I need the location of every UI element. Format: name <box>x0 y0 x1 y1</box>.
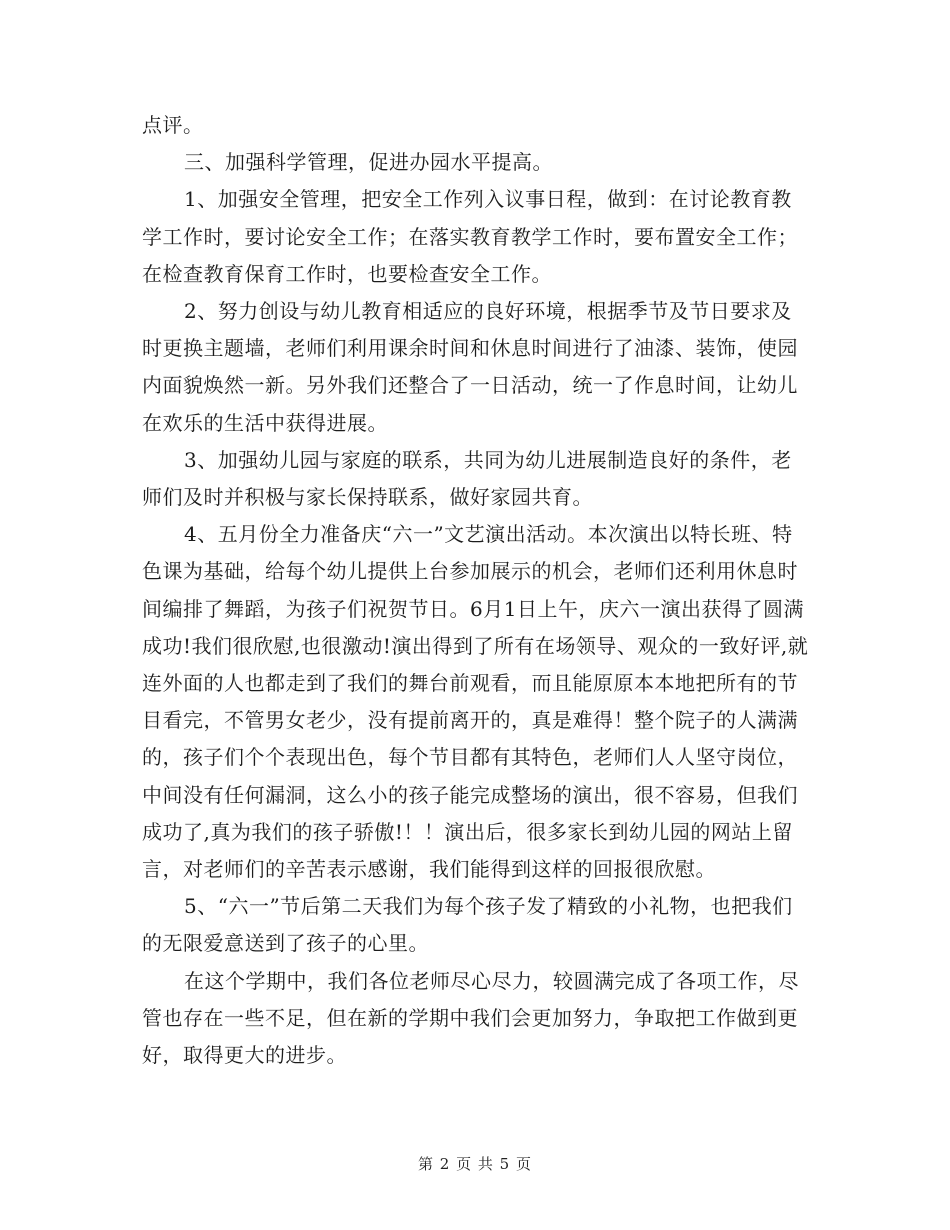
paragraph-performance: 4、五月份全力准备庆“六一”文艺演出活动。本次演出以特长班、特色课为基础，给每个幼儿提供上台参加展示的机会，老师们还利用休息时间编排了舞蹈，为孩子们祝贺节日。6月1日上午，庆六一演出获得了圆满成功!我们很欣慰,也很激动!演出得到了所有在场领导、观众的一致好评,就连外面的人也都走到了我们的舞台前观看，而且能原原本本地把所有的节目看完，不管男女老少，没有提前离开的，真是难得！整个院子的人满满的，孩子们个个表现出色，每个节目都有其特色，老师们人人坚守岗位，中间没有任何漏洞，这么小的孩子能完成整场的演出，很不容易，但我们成功了,真为我们的孩子骄傲!！！演出后，很多家长到幼儿园的网站上留言，对老师们的辛苦表示感谢，我们能得到这样的回报很欣慰。 <box>142 522 809 882</box>
paragraph-conclusion: 在这个学期中，我们各位老师尽心尽力，较圆满完成了各项工作，尽管也存在一些不足，但在新的学期中我们会更加努力，争取把工作做到更好，取得更大的进步。 <box>142 968 799 1068</box>
paragraph-family: 3、加强幼儿园与家庭的联系，共同为幼儿进展制造良好的条件，老师们及时并积极与家长保持联系，做好家园共育。 <box>142 447 792 510</box>
document-body <box>142 107 812 1074</box>
section-heading: 三、加强科学管理，促进办园水平提高。 <box>184 150 553 175</box>
paragraph-continuation: 点评。 <box>142 113 204 137</box>
paragraph-safety: 1、加强安全管理，把安全工作列入议事日程，做到：在讨论教育教学工作时，要讨论安全工作；在落实教育教学工作时，要布置安全工作；在检查教育保育工作时，也要检查安全工作。 <box>142 187 798 286</box>
paragraph-environment: 2、努力创设与幼儿教育相适应的良好环境，根据季节及节日要求及时更换主题墙，老师们利用课余时间和休息时间进行了油漆、装饰，使园内面貌焕然一新。另外我们还整合了一日活动，统一了作息时间，让幼儿在欢乐的生活中获得进展。 <box>142 299 798 435</box>
page-number-footer: 第 2 页 共 5 页 <box>418 1155 532 1173</box>
paragraph-gifts: 5、“六一”节后第二天我们为每个孩子发了精致的小礼物，也把我们的无限爱意送到了孩子的心里。 <box>142 894 793 956</box>
